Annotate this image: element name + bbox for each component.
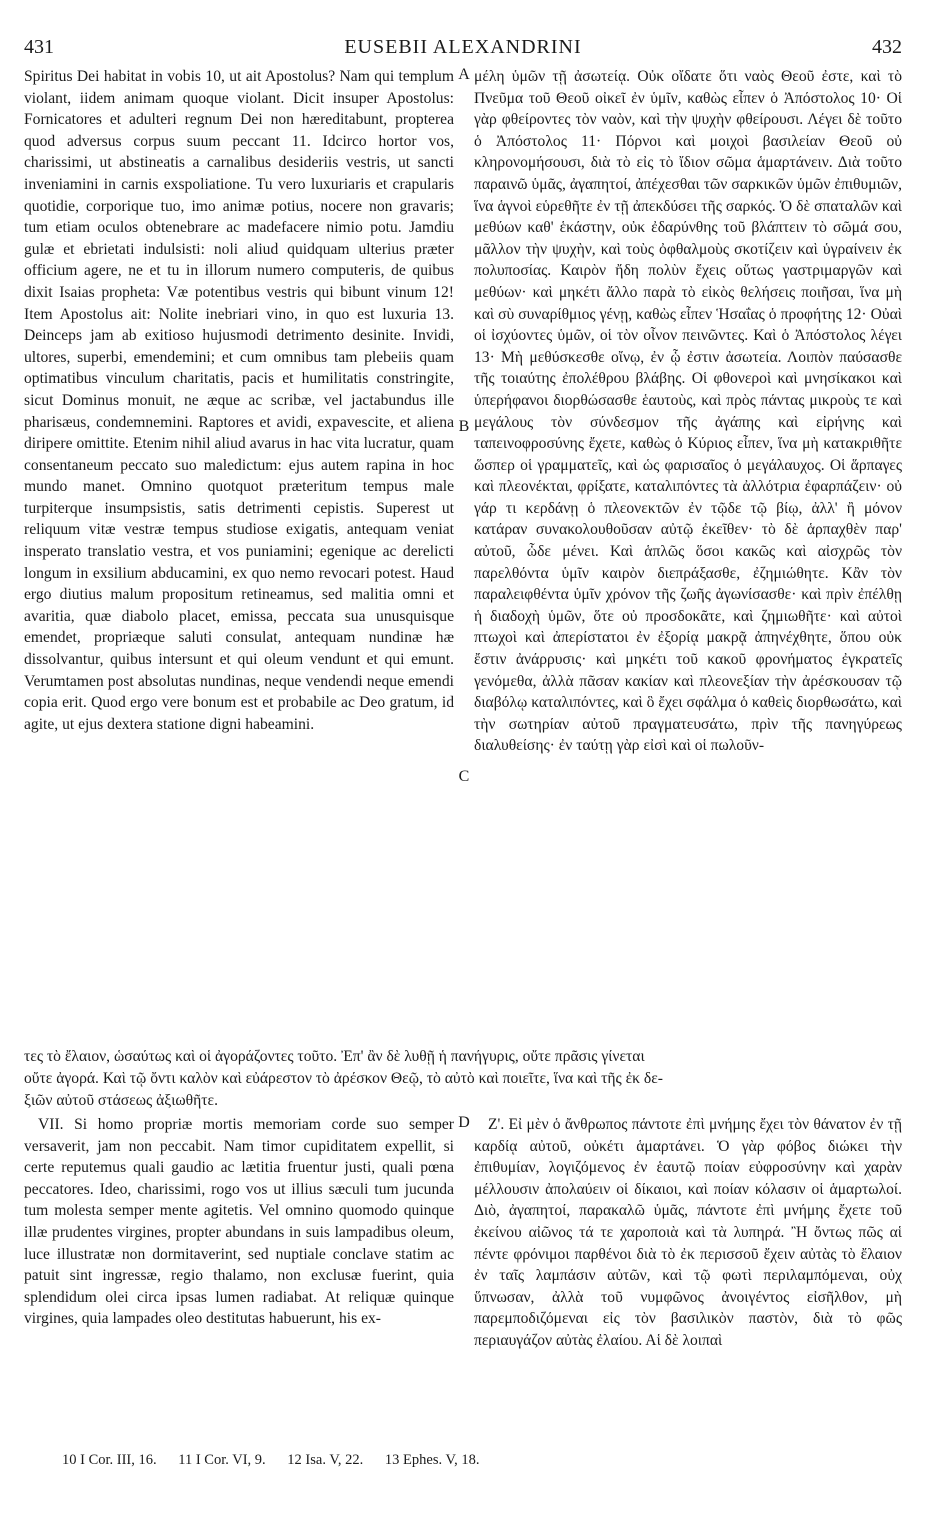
spread-line-3: ξιῶν αὐτοῦ στάσεως ἀξιωθῆτε.	[24, 1092, 218, 1109]
latin-column-top	[24, 66, 454, 1170]
greek-text-top: μέλη ὑμῶν τῇ ἀσωτείᾳ. Οὐκ οἴδατε ὅτι ναὸς Θεοῦ ἐστε, καὶ τὸ Πνεῦμα τοῦ Θεοῦ οἰκεῖ ἐν ὑμῖν, καθὼς εἶπεν ὁ Ἀπόστολος 10· Οἱ γὰρ φθείροντες τὸν ναὸν, καὶ τὴν ψυχὴν φθείρουσι. Λέγει δὲ τοῦτο ὁ Ἀπόστολος 11· Πόρνοι καὶ μοιχοὶ βασιλείαν Θεοῦ οὐ κληρονομήσουσι, διὰ τὸ εἰς τὸ ἴδιον σῶμα ἁμαρτάνειν. Διὰ τοῦτο παραινῶ ὑμᾶς, ἀγαπητοί, ἀπέχεσθαι τῶν σαρκικῶν ὑμῶν ἐπιθυμιῶν, ἵνα ἁγνοὶ εὑρεθῆτε ἐν τῇ ἀπεκδύσει τῆς σαρκός. Ὁ δὲ σπαταλῶν καὶ μεθύων καθ' ἑκάστην, οὐκ ἐδαρύνθης τοῦ βλάπτειν τὸ σῶμά σου, μᾶλλον τὴν ψυχὴν, καὶ τοὺς ὀφθαλμοὺς σκοτίζειν καὶ ὑγραίνειν ἐκ πολυποσίας. Καιρὸν ἤδη πολὺν ἔχεις οὕτως γαστριμαργῶν καὶ μεθύων· καὶ μηκέτι ἄλλο παρὰ τὸ εἰκὸς θελήσεις ποιῆσαι, ἵνα μὴ καὶ σὺ συναρίθμιος γένῃ, καθὼς εἶπεν Ἡσαΐας ὁ προφήτης 12· Οὐαὶ οἱ ἰσχύοντες ὑμῶν, οἱ τὸν οἶνον πεινῶντες. Καὶ ὁ Ἀπόστολος λέγει 13· Μὴ μεθύσκεσθε οἴνῳ, ἐν ᾧ ἐστιν ἀσωτεία. Λοιπὸν παύσασθε τῆς τοιαύτης ἐπολέθρου βλάβης. Οἱ φθονεροὶ καὶ μνησίκακοι καὶ ὑπερήφανοι διορθώσασθε ἑαυτοὺς, καὶ πρὸς πάντας μικροὺς τε καὶ μεγάλους τὸν σύνδεσμον τῆς ἀγάπης καὶ εἰρήνης καὶ ταπεινοφροσύνης ἔχετε, καθὼς ὁ Κύριος εἶπεν, ἵνα μὴ κατακριθῆτε ὥσπερ οἱ γραμματεῖς, καὶ ὡς φαρισαῖος ὁ μεγάλαυχος. Οἱ ἅρπαγες καὶ πλεονέκται, φρίξατε, καταλιπόντες τὰ ἀλλότρια ἐφαρπάζειν· οὐ γάρ τι κερδάνῃ ὁ πλεονεκτῶν ἐν τῷδε τῷ βίῳ, ἀλλ' ἢ μόνον κατάραν συνακολουθοῦσαν αὐτῷ ἐκεῖθεν· τὸ δὲ ἁρπαχθὲν παρ' αὐτοῦ, ὧδε μένει. Καὶ ἁπλῶς ὅσοι κακῶς καὶ αἰσχρῶς τὸν παρελθόντα ὑμῖν καιρὸν διεπράξασθε, ἐζημιώθητε. Κἂν τὸν παραλειφθέντα ὑμῖν χρόνον τῆς ζωῆς ἀγωνίσασθε· καὶ πρὶν ἐπέλθῃ ἡ διαδοχὴ ὑμῶν, ὅτε οὐ προσδοκᾶτε, καὶ ζημιωθῆτε· καὶ αὐτοὶ πτωχοὶ καὶ ἀπερίστατοι ἐν ἐξορίᾳ μακρᾷ ἀπηνέχθητε, ὅπου οὐκ ἔστιν ἀνάρρυσις· καὶ μηκέτι τοῦ κακοῦ φρονήματος ἐγκρατεῖς γενόμεθα, ἀλλὰ πᾶσαν κακίαν καὶ πλεονεξίαν τὴν ἀρέσκουσαν τῷ διαβόλῳ καταλιπόντες, καὶ ὃ ἔχει σφάλμα ὁ καθεὶς διορθωσάτω, καὶ τὴν σωτηρίαν αὐτοῦ πραγματευσάτω, πρὶν τῆς πανηγύρεως διαλυθείσης· ἐν ταύτῃ γὰρ εἰσὶ καὶ οἱ πωλοῦν-	[474, 68, 902, 755]
greek-column-top	[474, 66, 902, 1170]
footnote-11: 11 I Cor. VI, 9.	[178, 1452, 266, 1468]
greek-text-bottom: Ζ'. Εἰ μὲν ὁ ἄνθρωπος πάντοτε ἐπὶ μνήμης ἔχει τὸν θάνατον ἐν τῇ καρδίᾳ αὐτοῦ, οὐκέτι ἁμαρτάνει. Ὁ γὰρ φόβος διώκει τὴν ἐπιθυμίαν, λογιζόμενος ἐν ἑαυτῷ ποίαν εὐφροσύνην καὶ χαρὰν μέλλουσιν ἀπολαύειν οἱ δίκαιοι, καὶ ποίαν κόλασιν οἱ ἁμαρτωλοί. Διὸ, ἀγαπητοί, παρακαλῶ ὑμᾶς, πάντοτε ἐπὶ μνήμης ἔχετε τοῦ ἐκείνου αἰῶνος τά τε χαροποιὰ καὶ τὰ λυπηρά. Ἢ ὄντως πῶς αἱ πέντε φρόνιμοι παρθένοι διὰ τὸ ἐκ περισσοῦ ἔχειν αὐτὰς τὸ ἔλαιον ἐν ταῖς λαμπάσιν αὐτῶν, καὶ τῷ φωτὶ περιλαμπόμεναι, οὐχ ὕπνωσαν, ἀλλὰ τοῦ νυμφῶνος ἀνοιγέντος εἰσῆλθον, μὴ παρεμποδιζόμεναι εἰς τὸν βασιλικὸν παστὸν, διὰ τὸ φῶς περιαυγάζον αὐτὰς ἐλαίου. Αἱ δὲ λοιπαὶ	[474, 1116, 902, 1349]
footnotes	[62, 1452, 882, 1469]
latin-text-top: Spiritus Dei habitat in vobis 10, ut ait Apostolus? Nam qui templum violant, iidem animam quoque violant. Dicit insuper Apostolus: Fornicatores et adulteri regnum Dei non hæreditabunt, propterea quod adversus corpus suum peccant 11. Idcirco hortor vos, charissimi, ut abstineatis a carnalibus desideriis vestris, ut sancti inveniamini in carnis exspoliatione. Tu vero luxuriaris et crapularis quotidie, corporique tuo, imo animæ potius, nocere non gravaris; tum etiam oculos obtenebrare ac madefacere nimio potu. Jamdiu gulæ et ebrietati indulsisti: noli aliud quidquam ulterius præter officium agere, ne et tu in illorum numero computeris, de quibus dixit Isaias propheta: Væ potentibus vestris qui bibunt vinum 12! Item Apostolus ait: Nolite inebriari vino, in quo est luxuria 13. Deinceps jam ab exitioso hujusmodi detrimento desinite. Invidi, ultores, superbi, emendemini; et cum omnibus tam plebeiis quam optimatibus vinculum charitatis, pacis et humilitatis constringite, sicut Dominus monuit, ne æque ac scribæ, vel jactabundus ille pharisæus, condemnemini. Raptores et avidi, expavescite, et aliena diripere omittite. Etenim nihil aliud avarus in hac vita lucratur, quam consentaneum peccato suo maledictum: ejus autem rapina in hoc mundo manet. Omnino quotquot præteritum tempus male turpiterque insumpsistis, satis detrimenti cepistis. Superest ut reliquum vitæ vestræ tempus studiose exigatis, antequam veniat insperato translatio vestra, et vos puniamini; egenique ac derelicti longum in exsilium abducamini, ex quo nemo revocari potest. Haud ergo diutius malum propositum retineamus, sed malitia omni et avaritia, quæ diabolo placet, emissa, peccata sua unusquisque emendet, propriæque saluti consulat, antequam nundinæ hæ dissolvantur, quibus intersunt et qui oleum vendunt et qui emunt. Verumtamen post absolutas nundinas, neque vendendi neque emendi copia erit. Quod ergo vere bonum est et probabile ac Deo gratum, id agite, ut ejus dextera statione digni habeamini.	[24, 68, 454, 733]
footnote-13: 13 Ephes. V, 18.	[384, 1452, 480, 1468]
margin-marker-b: B	[458, 418, 470, 435]
footnote-10: 10 I Cor. III, 16.	[62, 1452, 157, 1468]
spread-line-1: τες τὸ ἔλαιον, ὡσαύτως καὶ οἱ ἀγοράζοντες τοῦτο. Ἐπ' ἂν δὲ λυθῇ ἡ πανήγυρις, οὔτε πρᾶσις γίνεται	[24, 1048, 645, 1065]
running-title: EUSEBII ALEXANDRINI	[344, 36, 582, 58]
running-header	[24, 36, 902, 66]
spread-line-2: οὔτε ἀγορά. Καὶ τῷ ὄντι καλὸν καὶ εὐάρεστον τὸ ἀρέσκον Θεῷ, τὸ αὐτὸ καὶ ποιεῖτε, ἵνα καὶ τῆς ἐκ δε-	[24, 1070, 663, 1087]
latin-column-bottom	[24, 1114, 454, 1436]
right-page-number: 432	[872, 36, 902, 58]
greek-column-bottom	[474, 1114, 902, 1436]
margin-marker-a: A	[458, 66, 470, 83]
margin-marker-c: C	[458, 768, 470, 785]
margin-marker-d: D	[458, 1114, 470, 1131]
left-page-number: 431	[24, 36, 54, 58]
footnote-12: 12 Isa. V, 22.	[287, 1452, 364, 1468]
latin-text-bottom: VII. Si homo propriæ mortis memoriam corde suo semper versaverit, jam non peccabit. Nam timor cupiditatem expellit, si certe reputemus quali gaudio ac lætitia fruentur justi, quali pœna peccatores. Ideo, charissimi, rogo vos ut illius sæculi tum jucunda tum molesta semper mente agitetis. Vel omnino quomodo quinque illæ prudentes virgines, propter abundans in suis lampadibus oleum, luce illustratæ non dormitaverint, sed nuptiale conclave statim ac patuit sint ingressæ, regio thalamo, non exclusæ fuerint, quia splendidum olei circa ipsas lumen radiabat. At reliquæ quinque virgines, quia lampades oleo destitutas habuerunt, his ex-	[24, 1116, 454, 1328]
